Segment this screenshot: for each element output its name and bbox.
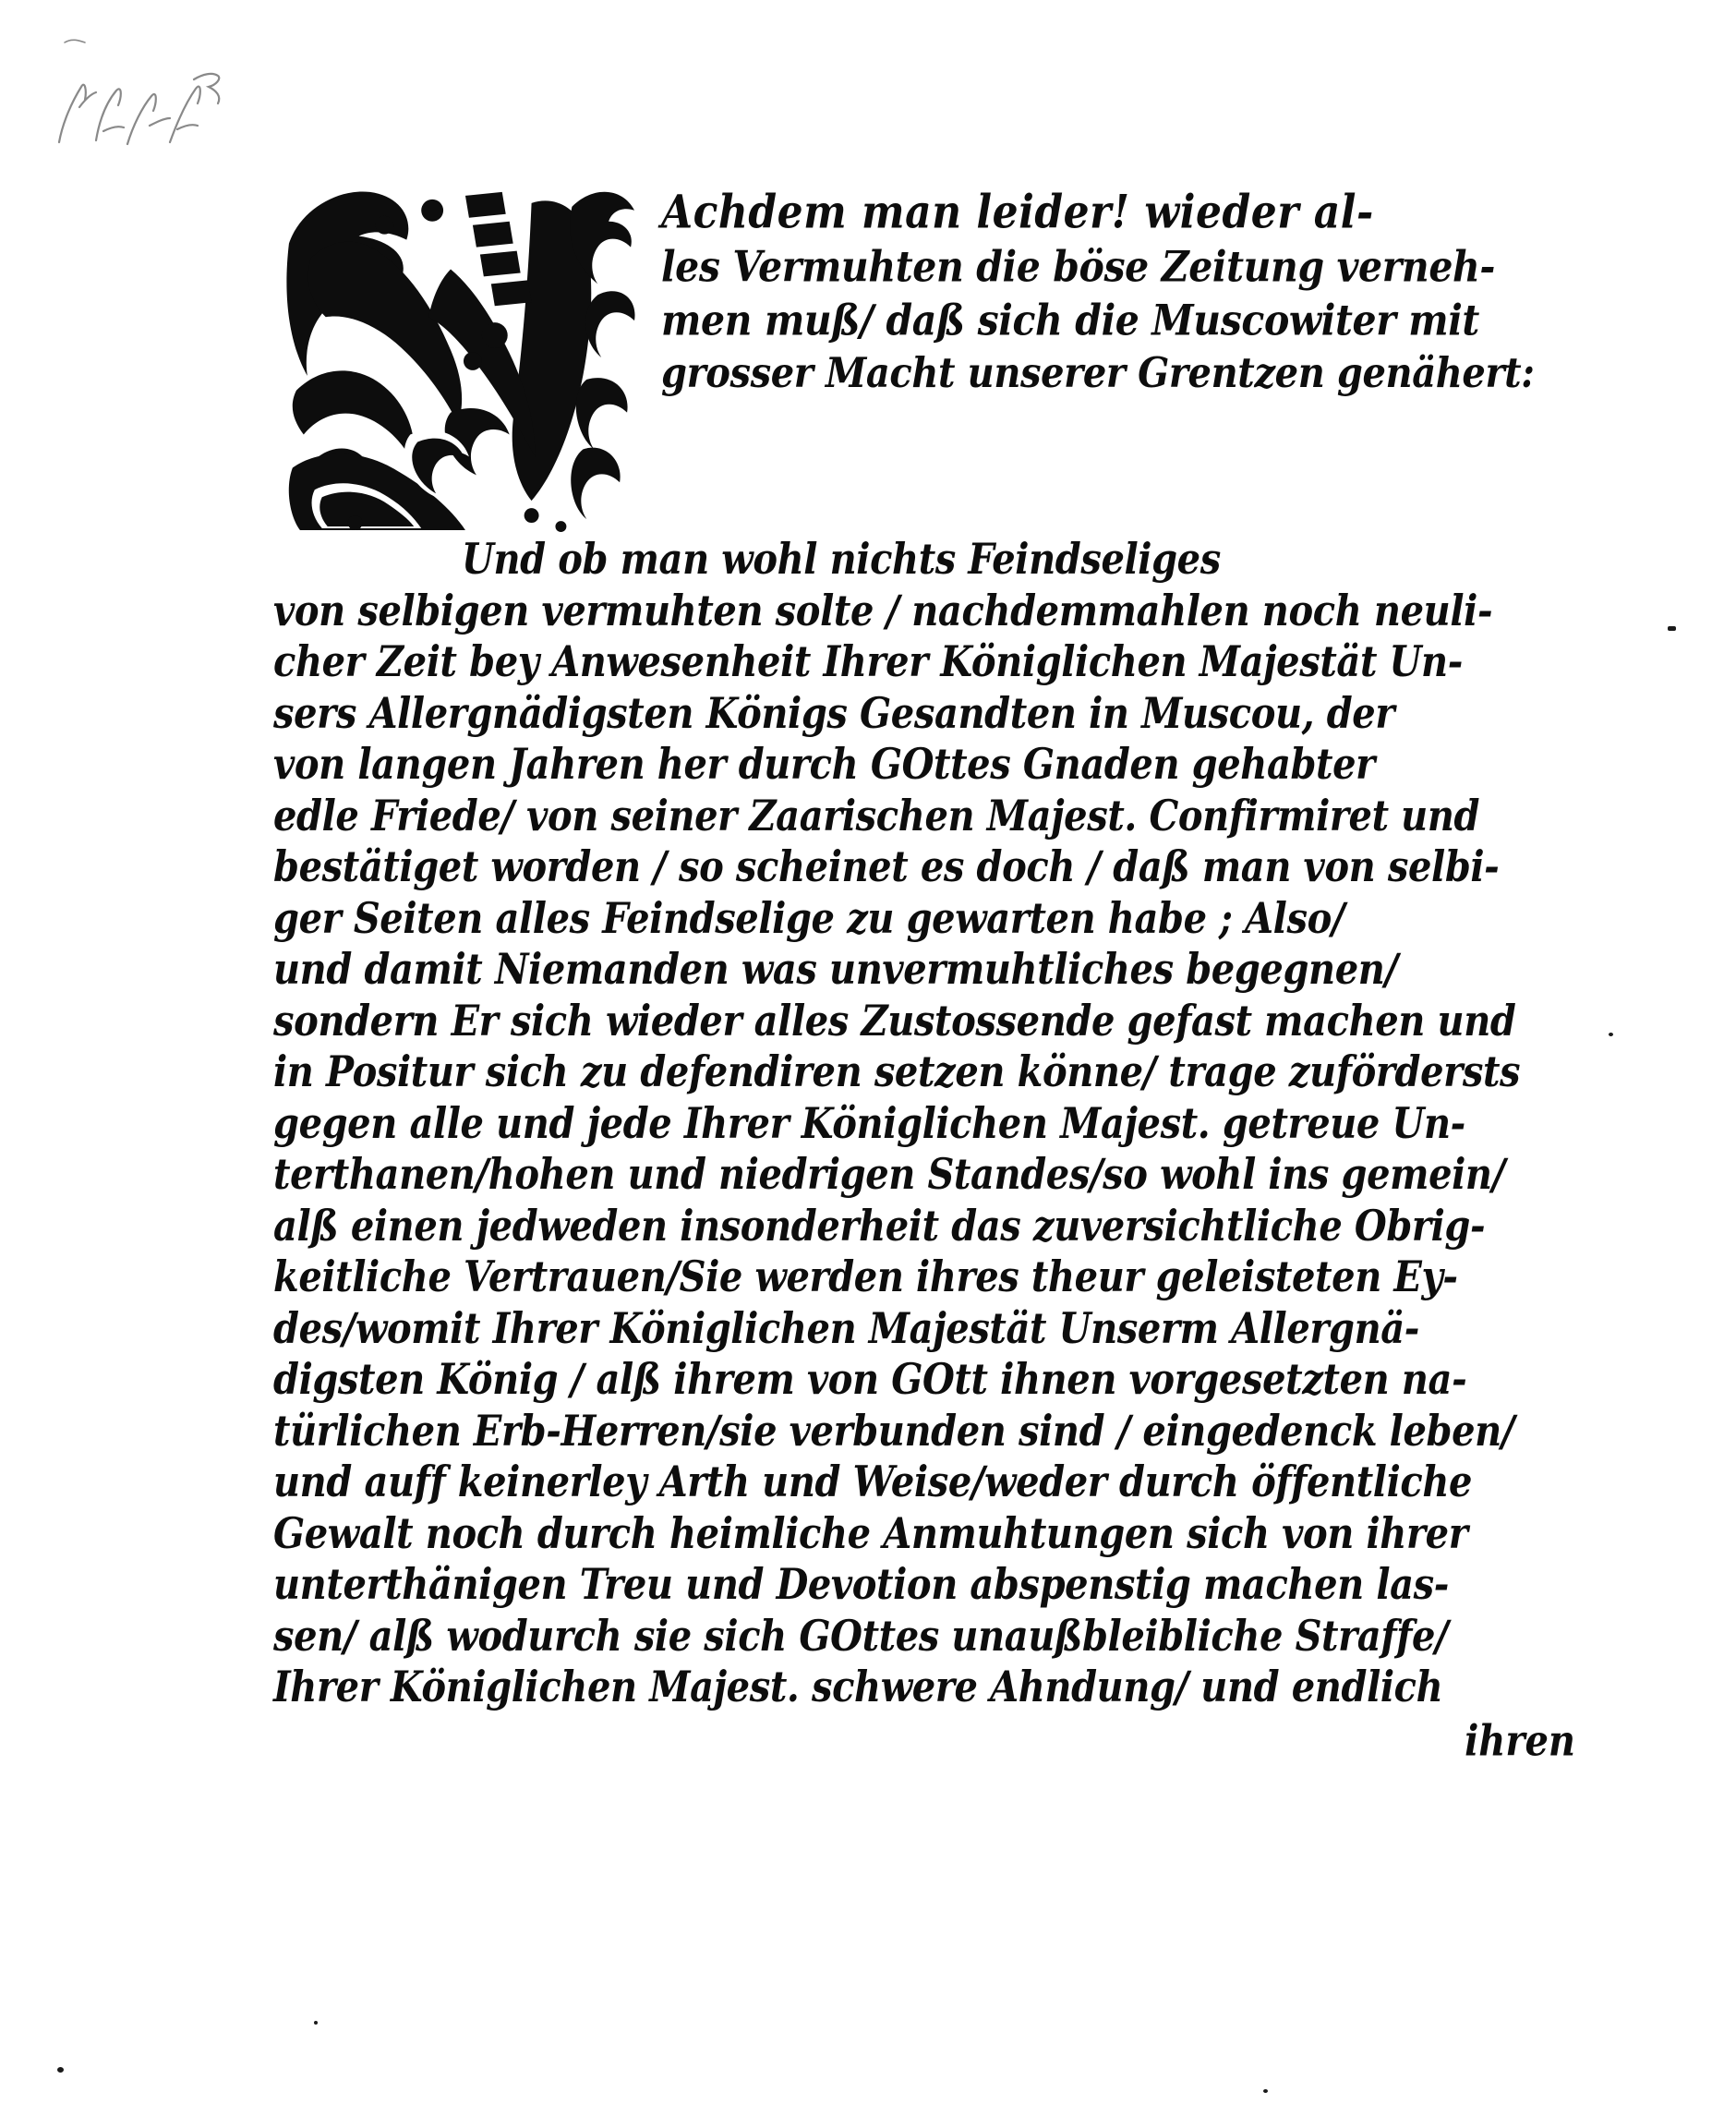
text-line: edle Friede/ von seiner Zaarischen Majest. Confirmiret und (273, 791, 1480, 840)
text-line: sen/ alß wodurch sie sich GOttes unaußbleibliche Straffe/ (273, 1611, 1449, 1661)
catchword: ihren (1465, 1715, 1575, 1766)
handwritten-marginalia (31, 22, 253, 161)
text-line: bestätiget worden / so scheinet es doch / daß man von selbi- (273, 841, 1500, 892)
text-line: ger Seiten alles Feindselige zu gewarten habe ; Also/ (273, 893, 1345, 943)
opening-lines (661, 174, 1585, 403)
text-line: des/womit Ihrer Königlichen Majestät Unserm Allergnä- (273, 1303, 1420, 1353)
text-line: und auff keinerley Arth und Weise/weder durch öffentliche (273, 1457, 1473, 1507)
text-line: und damit Niemanden was unvermuhtliches begegnen/ (273, 944, 1398, 995)
ornate-initial-icon (273, 174, 643, 534)
text-line: sers Allergnädigsten Königs Gesandten in Muscou, der (273, 688, 1395, 738)
text-line: Achdem man leider! wieder al- (661, 186, 1374, 239)
text-line: von langen Jahren her durch GOttes Gnaden gehabter (273, 739, 1375, 790)
paper-speck (1668, 626, 1676, 631)
text-line: türlichen Erb-Herren/sie verbunden sind / eingedenck leben/ (273, 1406, 1515, 1456)
paper-speck (314, 2021, 318, 2025)
text-line: sondern Er sich wieder alles Zustossende gefast machen und (273, 996, 1516, 1046)
paper-speck (1609, 1033, 1613, 1036)
text-block (273, 174, 1585, 1774)
text-line: alß einen jedweden insonderheit das zuversichtliche Obrig- (273, 1201, 1486, 1251)
text-line: cher Zeit bey Anwesenheit Ihrer Königlichen Majestät Un- (273, 636, 1463, 687)
text-line: unterthänigen Treu und Devotion abspenstig machen las- (273, 1559, 1449, 1610)
paper-speck (1263, 2089, 1268, 2093)
text-line: von selbigen vermuhten solte / nachdemmahlen noch neuli- (273, 586, 1493, 635)
text-line: men muß/ daß sich die Muscowiter mit (661, 295, 1479, 345)
text-line: grosser Macht unserer Grentzen genähert: (661, 348, 1535, 398)
text-line: digsten König / alß ihrem von GOtt ihnen vorgesetzten na- (273, 1354, 1467, 1405)
text-line: les Vermuhten die böse Zeitung verneh- (661, 241, 1496, 292)
text-line: gegen alle und jede Ihrer Königlichen Majest. getreue Un- (273, 1098, 1465, 1148)
text-line: in Positur sich zu defendiren setzen könne/ trage zufördersts (273, 1046, 1521, 1097)
text-line: Gewalt noch durch heimliche Anmuhtungen sich von ihrer (273, 1508, 1468, 1558)
text-line: Und ob man wohl nichts Feindseliges (462, 534, 1221, 585)
text-line: keitliche Vertrauen/Sie werden ihres theur geleisteten Ey- (273, 1251, 1458, 1302)
body-lines (273, 534, 1585, 1774)
text-line: terthanen/hohen und niedrigen Standes/so wohl ins gemein/ (273, 1149, 1505, 1200)
paper-speck (57, 2067, 64, 2073)
text-line: Ihrer Königlichen Majest. schwere Ahndung/ und endlich (273, 1662, 1443, 1712)
